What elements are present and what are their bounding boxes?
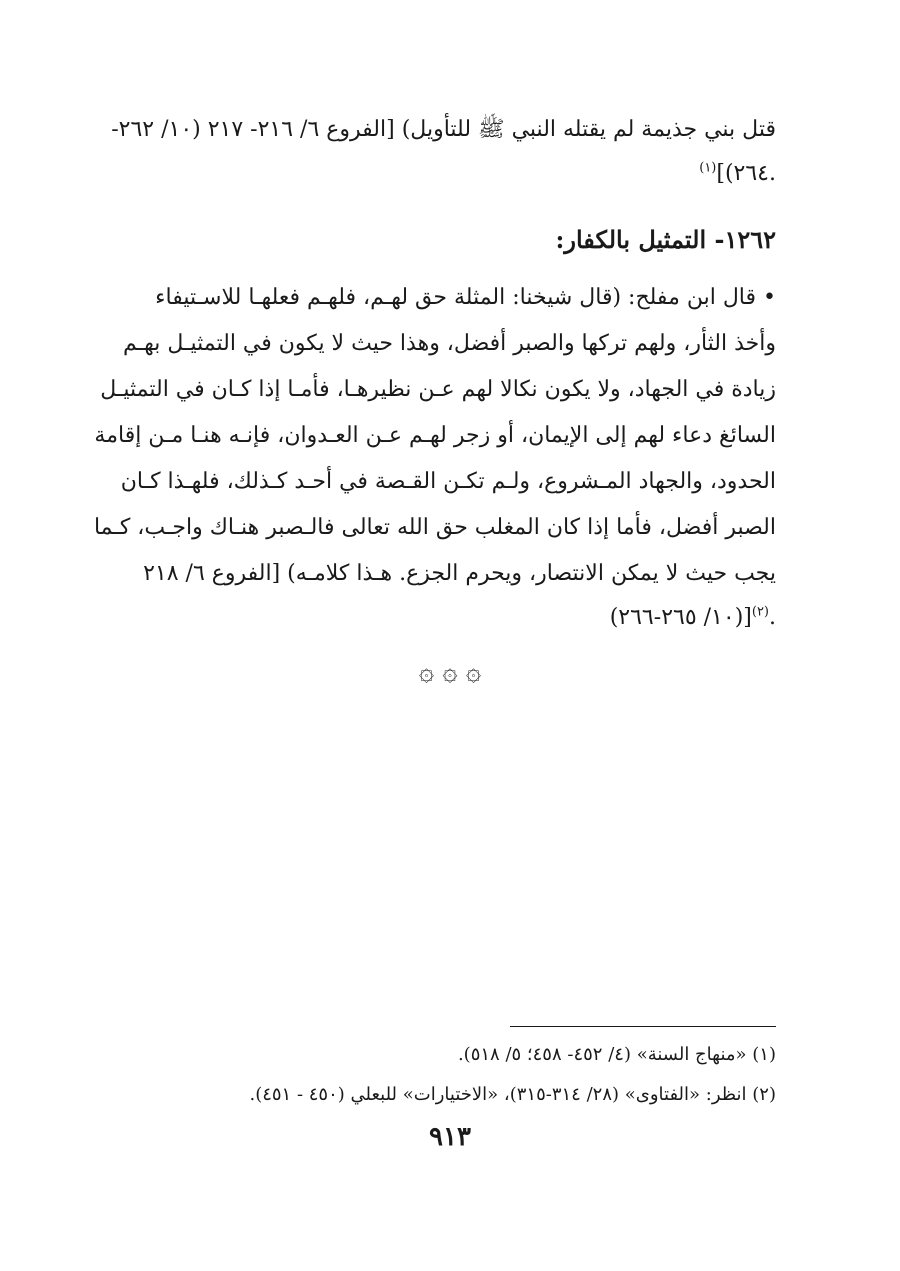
line-end-punct: . (769, 605, 776, 630)
body-text-line (120, 324, 776, 364)
body-text-line (100, 370, 776, 410)
line-end-punct: . (769, 161, 776, 186)
body-text-line (120, 598, 776, 638)
section-divider-ornaments: ۞ ۞ ۞ (418, 657, 482, 687)
paragraph-line: وأخذ الثأر، ولهم تركها والصبر أفضل، وهذا حيث لا يكون في التمثيـل بهـم (123, 331, 776, 356)
footnote-2: (٢) انظر: «الفتاوى» (٢٨/ ٣١٤-٣١٥)، «الاختيارات» للبعلي (٤٥٠ - ٤٥١). (249, 1084, 776, 1105)
footnote-ref-1: (١) (699, 160, 717, 176)
continuation-line-2: ٢٦٤)] (716, 161, 769, 186)
paragraph-line: يجب حيث لا يمكن الانتصار، ويحرم الجزع. هـذا كلامـه) [الفروع ٦/ ٢١٨ (143, 561, 776, 586)
footnote-separator-rule (510, 1026, 776, 1027)
paragraph-line: الصبر أفضل، فأما إذا كان المغلب حق الله تعالى فالـصبر هنـاك واجـب، كـما (93, 515, 776, 540)
body-text-line (94, 416, 776, 456)
paragraph-line: الحدود، والجهاد المـشروع، ولـم تكـن القـصة في أحـد كـذلك، فلهـذا كـان (120, 469, 776, 494)
section-heading-text: ١٢٦٢- التمثيل بالكفار: (555, 225, 776, 254)
paragraph-last-line: (١٠/ ٢٦٥-٢٦٦)] (609, 605, 752, 630)
body-text-line (120, 278, 776, 318)
footnote-1: (١) «منهاج السنة» (٤/ ٤٥٢- ٤٥٨؛ ٥/ ٥١٨). (457, 1044, 776, 1065)
page-number: ٩١٣ (429, 1122, 471, 1152)
body-text-line (120, 154, 776, 194)
body-text-line (120, 462, 776, 502)
paragraph-line: • قال ابن مفلح: (قال شيخنا: المثلة حق لهـم، فلهـم فعلهـا للاسـتيفاء (155, 285, 776, 310)
paragraph-line: السائغ دعاء لهم إلى الإيمان، أو زجر لهـم عـن العـدوان، فإنـه هنـا مـن إقامة (94, 423, 776, 448)
body-text-line (120, 554, 776, 594)
body-text-line (93, 508, 776, 548)
section-heading (120, 220, 776, 260)
continuation-line-1: قتل بني جذيمة لم يقتله النبي ﷺ للتأويل) [الفروع ٦/ ٢١٦- ٢١٧ (١٠/ ٢٦٢- (111, 117, 776, 142)
footnote-ref-2: (٢) (751, 604, 769, 620)
body-text-line (111, 110, 776, 150)
paragraph-line: زيادة في الجهاد، ولا يكون نكالا لهم عـن نظيرهـا، فأمـا إذا كـان في التمثيـل (100, 377, 776, 402)
